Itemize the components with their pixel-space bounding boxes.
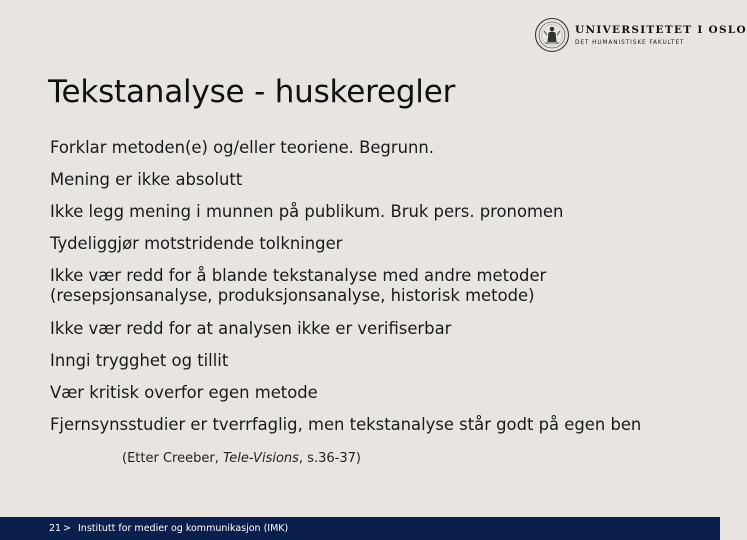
university-logo bbox=[534, 17, 747, 55]
bullet-item: Inngi trygghet og tillit bbox=[50, 351, 229, 370]
page-number: 21 bbox=[49, 523, 62, 534]
bullet-item: Vær kritisk overfor egen metode bbox=[50, 383, 318, 402]
slide-title: Tekstanalyse - huskeregler bbox=[48, 74, 456, 110]
breadcrumb-separator: > bbox=[63, 523, 71, 534]
bullet-list bbox=[50, 138, 690, 435]
citation bbox=[122, 451, 361, 466]
institute-name: Institutt for medier og kommunikasjon (IMK) bbox=[78, 523, 289, 534]
bullet-item: Tydeliggjør motstridende tolkninger bbox=[50, 234, 343, 253]
bullet-item: Ikke vær redd for at analysen ikke er verifiserbar bbox=[50, 319, 452, 338]
university-name: UNIVERSITETET I OSLO bbox=[575, 24, 747, 36]
university-seal-icon bbox=[534, 17, 570, 53]
bullet-item: Forklar metoden(e) og/eller teoriene. Begrunn. bbox=[50, 138, 434, 157]
citation-suffix: , s.36-37) bbox=[298, 451, 361, 466]
faculty-name: DET HUMANISTISKE FAKULTET bbox=[575, 40, 685, 46]
citation-prefix: (Etter Creeber, bbox=[122, 451, 223, 466]
citation-work: Tele-Visions bbox=[222, 451, 299, 466]
footer-bar bbox=[0, 517, 720, 540]
bullet-item: Ikke vær redd for å blande tekstanalyse med andre metoder (resepsjonsanalyse, produksjonsanalyse, historisk metode) bbox=[50, 266, 547, 305]
bullet-item: Ikke legg mening i munnen på publikum. Bruk pers. pronomen bbox=[50, 202, 564, 221]
bullet-item: Fjernsynsstudier er tverrfaglig, men tekstanalyse står godt på egen ben bbox=[50, 415, 642, 434]
bullet-item: Mening er ikke absolutt bbox=[50, 170, 243, 189]
